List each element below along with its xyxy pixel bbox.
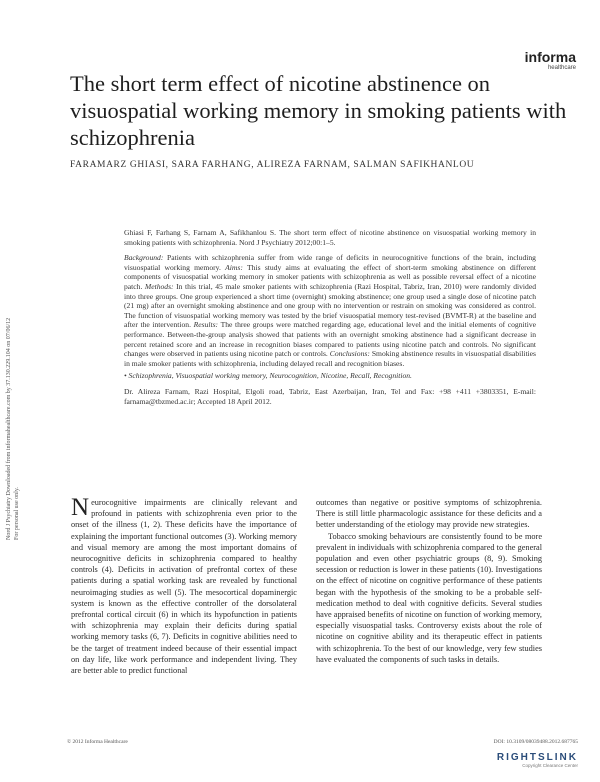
background-label: Background: [124,253,164,263]
intro-text: eurocognitive impairments are clinically relevant and profound in patients with schizophrenia even prior to the onset of the illness (1, 2). These deficits have the importance of explaining the important functional outcomes (3). Working memory and visual memory are among the most important domains of neurocognitive deficits in schizophrenia compared to healthy controls (4). Deficits in activation of prefrontal cortex of these patients during a spatial working task are revealed by functional neuroimaging studies as well (5). The mesocortical dopaminergic system is known as the effective controller of the dorsolateral prefrontal cortical circuit (6) in which its hypofunction in patients with schizophrenia may explain their deficits during spatial working memory tasks (6, 7). Deficits in cognitive abilities need to be the target of treatment indeed because of their essential impact on day life, like work performance and independent living. They are better able to predict functional [71,498,297,676]
correspondence: Dr. Alireza Farnam, Razi Hospital, Elgoli road, Tabriz, East Azerbaijan, Iran, Tel and Fax: +98 +411 +3803351, E-mail: farnama@tbzmed.ac.ir; Accepted 18 April 2012. [124,386,536,406]
aims-label: Aims: [225,262,243,272]
logo-text: informa [524,49,576,65]
publisher-logo [525,50,576,71]
abstract-text [124,253,536,368]
article-title: The short term effect of nicotine abstinence on visuospatial working memory in smoking patients with schizophrenia [70,71,567,150]
citation: Ghiasi F, Farhang S, Farnam A, Safikhanlou S. The short term effect of nicotine abstinence on visuospatial working memory in smoking patients with schizophrenia. Nord J Psychiatry 2012;00:1–5. [124,228,536,247]
conclusions-label: Conclusions: [329,349,370,359]
rightslink-text: RIGHTSLINK [496,752,578,763]
download-notice: Nord J Psychiatry Downloaded from informahealthcare.com by 37.130.229.104 on 07/06/12 [6,317,12,540]
keywords-text: • Schizophrenia, Visuospatial working memory, Neurocognition, Nicotine, Recall, Recognition. [124,371,412,381]
abstract-block [124,228,536,412]
logo-subtext: healthcare [547,65,576,71]
rightslink-logo [497,752,578,768]
body-column-right [316,497,542,665]
download-sidebar [0,240,30,540]
results-text: The three groups were matched regarding age, educational level and the initial elements of cognitive performance. Between-the-group analysis showed that patients with an overnight smoking abstinence had a significant decrease in percent retained score and an increase in recognition biases compared to patients using nicotine patch and controls. No significant changes were observed in patients using nicotine patch or controls. [124,320,537,359]
rightslink-subtext: Copyright Clearance Center [522,763,578,768]
keywords [124,371,536,381]
background-text: Patients with schizophrenia suffer from wide range of deficits in neurocognitive functions of the brain, including visuospatial working memory. [124,253,536,272]
author-list: FARAMARZ GHIASI, SARA FARHANG, ALIREZA FARNAM, SALMAN SAFIKHANLOU [70,160,475,170]
results-label: Results: [193,320,219,330]
body-column-left [71,494,297,676]
paragraph-smoking: Tobacco smoking behaviours are consistently found to be more prevalent in individuals with schizophrenia compared to the general population and even other psychiatric groups (8, 9). Smoking secession or reduction is lower in these patients (10). Investigations on the effect of nicotine on cognitive performance of these patients began with the hypothesis of the smoking to be a probable self-medication method to deal with cognitive deficits. Several studies have appraised benefits of nicotine on function of working memory, especially visuospatial tasks. Controversy exists about the role of nicotine on cognitive ability and its therapeutic effect in patients with schizophrenia. To the best of our knowledge, very few studies have evaluated the components of such tasks in details. [316,531,542,664]
drop-cap: N [71,494,90,521]
intro-paragraph [71,494,297,676]
paragraph-continued: outcomes than negative or positive symptoms of schizophrenia. There is still little pharmacologic assistance for these deficits and a better understanding of the etiology may provide new strategies. [316,498,542,530]
methods-label: Methods: [144,281,174,291]
personal-use-notice: For personal use only. [14,487,20,540]
aims-text: This study aims at evaluating the effect of short-term smoking abstinence on different components of visuospatial working memory in smoker patients with schizophrenia as well as possible reversal effect of a nicotine patch. [124,262,536,291]
methods-text: In this trial, 45 male smoker patients with schizophrenia (Razi Hospital, Tabriz, Iran, 2010) were randomly divided into three groups. One group experienced a short time (overnight) smoking abstinence; one group used a single dose of nicotine patch (21 mg) after an overnight smoking abstinence and one group with no intervention or restrain on smoking was considered as control. The function of visuospatial working memory was tested by the brief visuospatial memory test-revised (BVMT-R) at the baseline and after the intervention. [124,281,537,330]
conclusions-text: Smoking abstinence results in visuospatial disabilities in male smoker patients with schizophrenia, including delayed recall and recognition biases. [124,349,536,368]
doi-footer: DOI: 10.3109/08039488.2012.687765 [493,739,578,745]
copyright-footer: © 2012 Informa Healthcare [67,739,128,745]
